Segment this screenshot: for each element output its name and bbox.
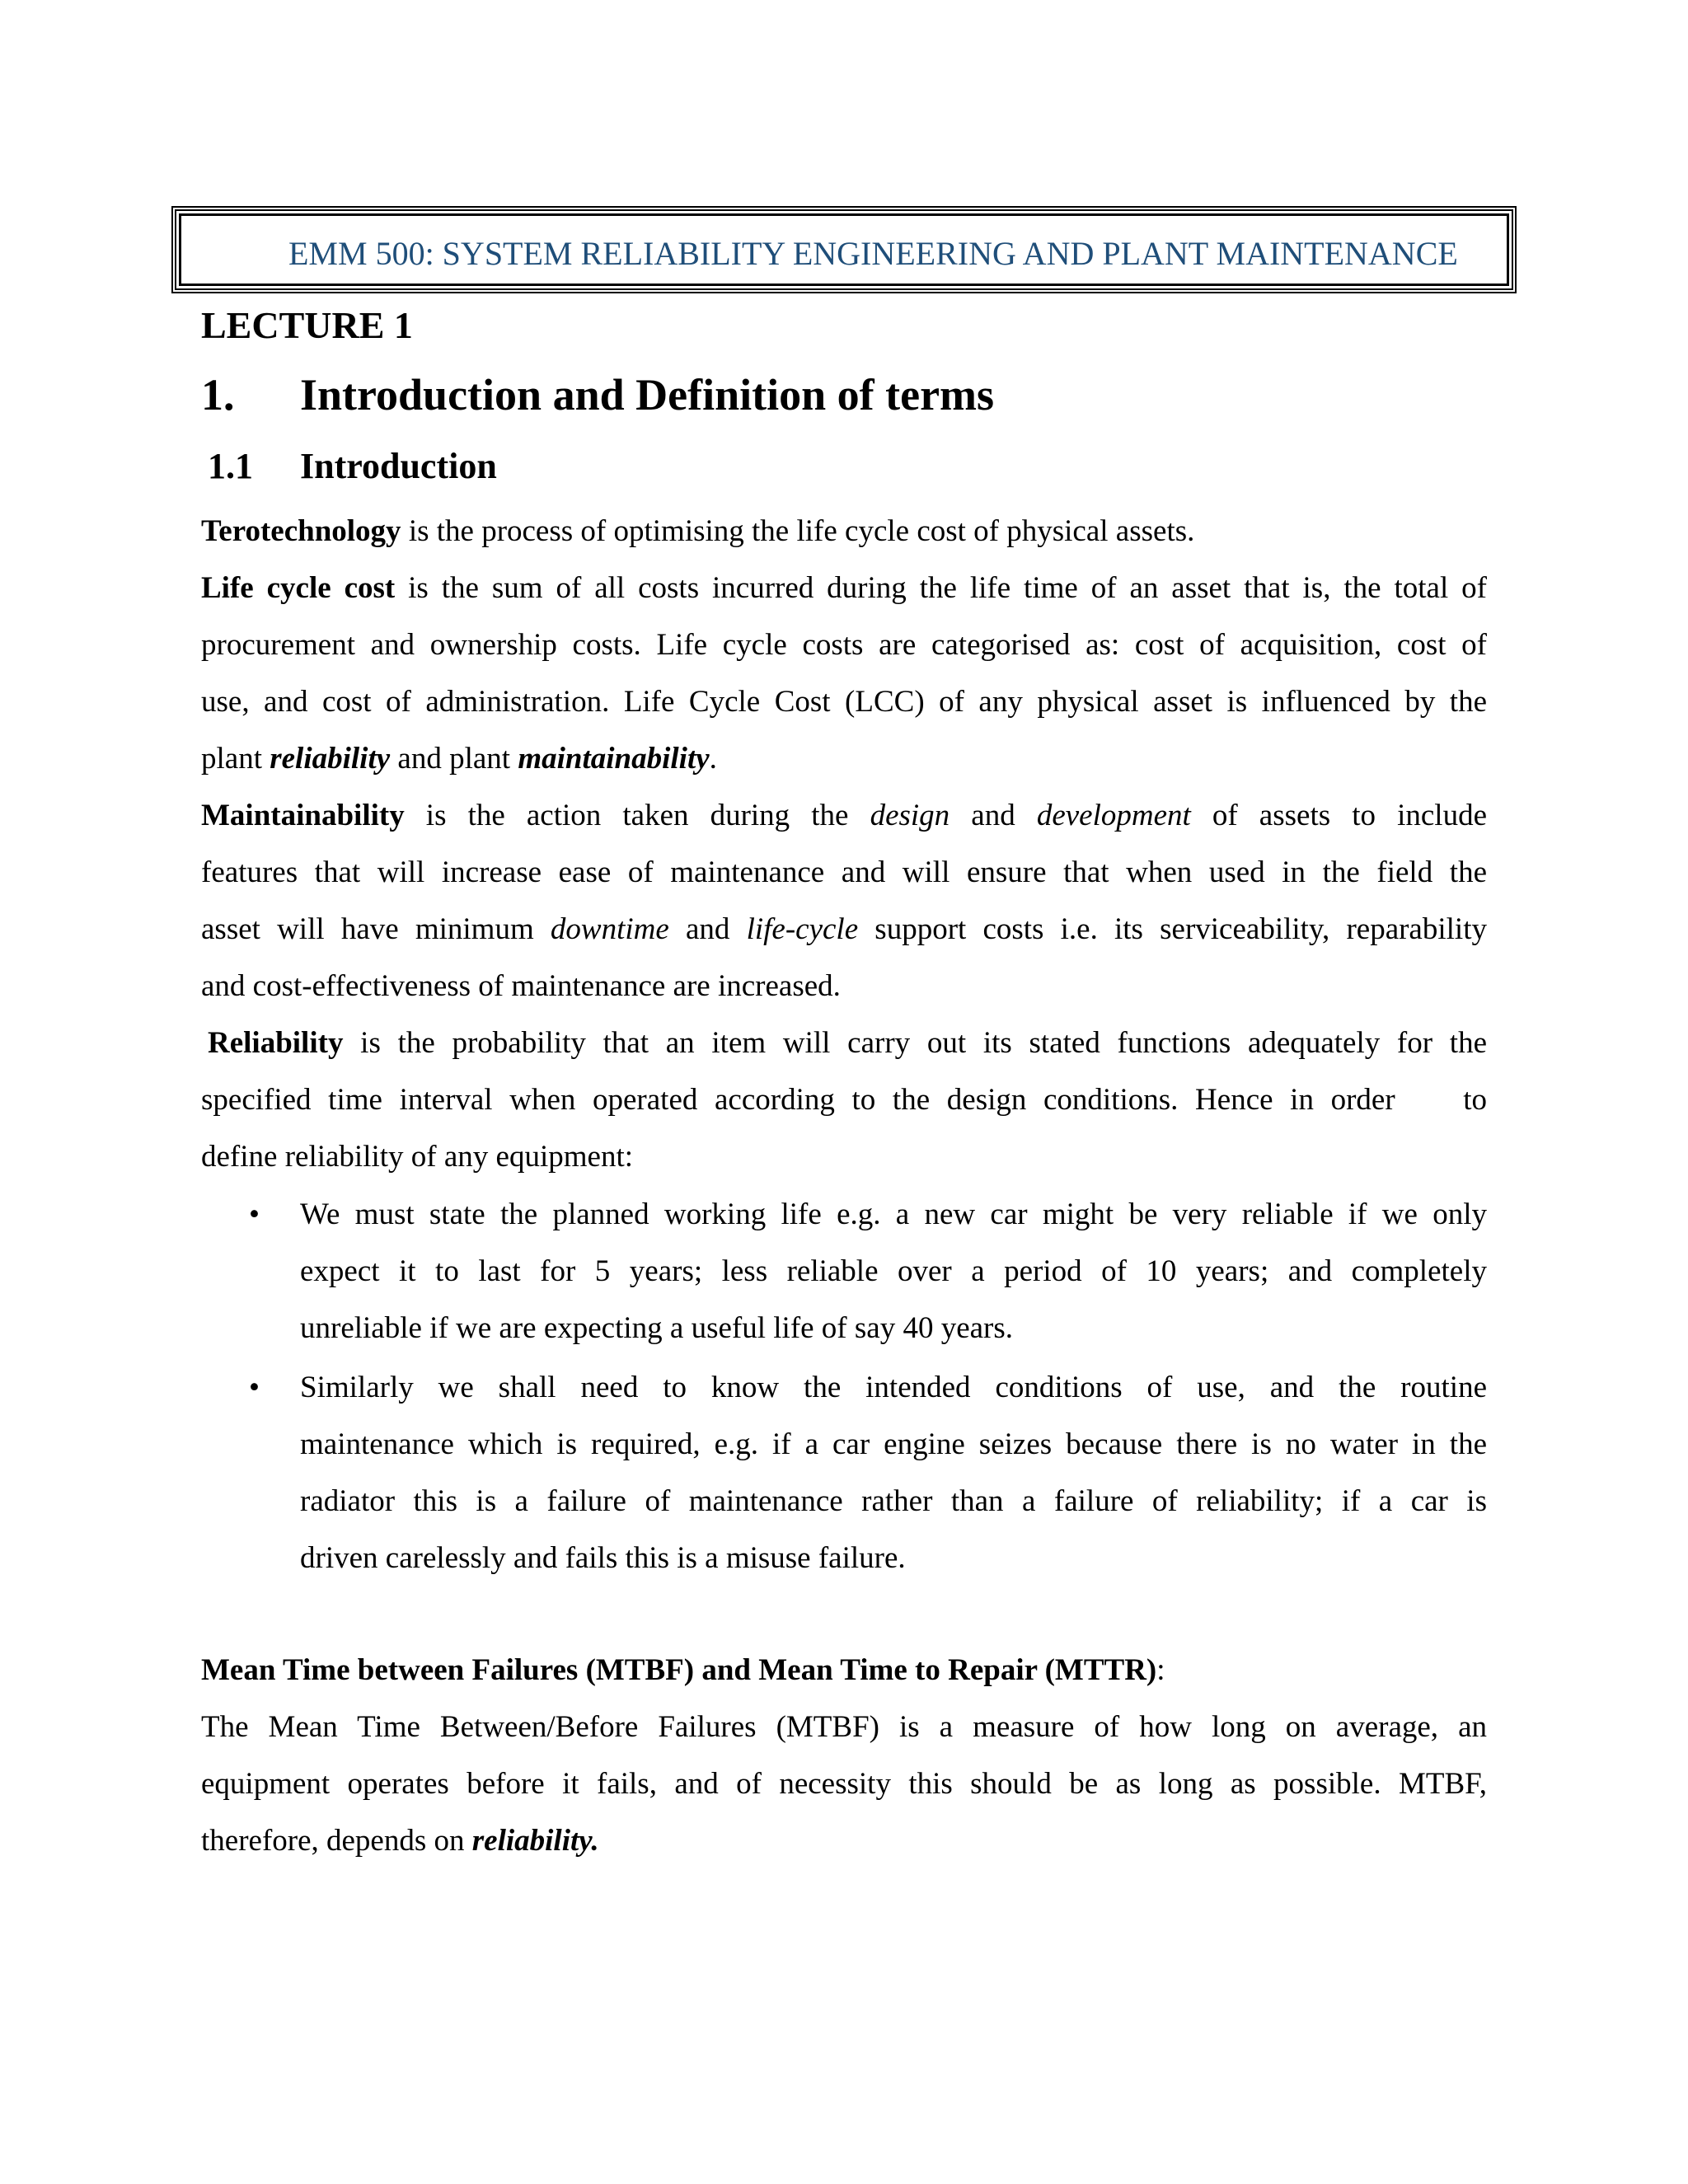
paragraph-line: Life cycle cost is the sum of all costs incurred during the life time of an asset that is, the total of bbox=[201, 571, 1487, 605]
paragraph-line: plant reliability and plant maintainability. bbox=[201, 742, 717, 776]
paragraph-line: procurement and ownership costs. Life cycle costs are categorised as: cost of acquisition, cost of bbox=[201, 628, 1487, 662]
subsection-number: 1.1 bbox=[208, 446, 253, 486]
section-number: 1. bbox=[201, 370, 235, 419]
paragraph-line: The Mean Time Between/Before Failures (MTBF) is a measure of how long on average, an bbox=[201, 1710, 1487, 1744]
paragraph-line: asset will have minimum downtime and life-cycle support costs i.e. its serviceability, reparability bbox=[201, 912, 1487, 946]
maintainability-paragraph bbox=[201, 787, 1487, 1015]
paragraph-line: features that will increase ease of maintenance and will ensure that when used in the field the bbox=[201, 855, 1487, 889]
emphasis-reliability: reliability. bbox=[471, 1824, 599, 1858]
mtbf-paragraph bbox=[201, 1699, 1487, 1869]
paragraph-line: define reliability of any equipment: bbox=[201, 1140, 633, 1174]
paragraph-line: equipment operates before it fails, and of necessity this should be as long as possible. MTBF, bbox=[201, 1767, 1487, 1801]
subsection-heading bbox=[208, 445, 497, 487]
emphasis-reliability: reliability bbox=[270, 742, 391, 776]
section-title: Introduction and Definition of terms bbox=[300, 370, 995, 419]
course-header-box bbox=[171, 206, 1517, 293]
emphasis-maintainability: maintainability bbox=[518, 742, 710, 776]
term-terotechnology: Terotechnology bbox=[201, 514, 401, 548]
paragraph-line: Terotechnology is the process of optimising the life cycle cost of physical assets. bbox=[201, 514, 1195, 548]
paragraph-line: therefore, depends on reliability. bbox=[201, 1824, 599, 1858]
terotechnology-paragraph bbox=[201, 503, 1487, 560]
subsection-title: Introduction bbox=[300, 446, 497, 486]
term-reliability: Reliability bbox=[208, 1026, 344, 1060]
reliability-paragraph bbox=[208, 1015, 1487, 1071]
reliability-paragraph-continued bbox=[201, 1071, 1487, 1185]
term-maintainability: Maintainability bbox=[201, 799, 405, 832]
lecture-label: LECTURE 1 bbox=[201, 304, 413, 346]
course-header-inner-border bbox=[179, 213, 1509, 286]
section-heading bbox=[201, 369, 994, 420]
paragraph-line: specified time interval when operated according to the design conditions. Hence in order to bbox=[201, 1083, 1487, 1117]
bullet-icon: • bbox=[249, 1197, 260, 1231]
paragraph-line: use, and cost of administration. Life Cycle Cost (LCC) of any physical asset is influenced by the bbox=[201, 685, 1487, 719]
term-life-cycle-cost: Life cycle cost bbox=[201, 571, 396, 605]
list-item: • We must state the planned working life e.g. a new car might be very reliable if we only expect it to last for 5 years; less reliable over a period of 10 years; and completely unreliable if we are expecting a useful life of say 40 years. bbox=[201, 1186, 1487, 1357]
paragraph-line: Maintainability is the action taken during the design and development of assets to include bbox=[201, 799, 1487, 832]
reliability-bullet-list bbox=[201, 1186, 1487, 1586]
course-title: EMM 500: SYSTEM RELIABILITY ENGINEERING AND PLANT MAINTENANCE bbox=[288, 235, 1458, 272]
life-cycle-cost-paragraph bbox=[201, 560, 1487, 787]
paragraph-line: Reliability is the probability that an item will carry out its stated functions adequately for the bbox=[208, 1026, 1487, 1060]
paragraph-line: and cost-effectiveness of maintenance are increased. bbox=[201, 969, 841, 1003]
mtbf-heading: Mean Time between Failures (MTBF) and Mean Time to Repair (MTTR): bbox=[201, 1653, 1165, 1687]
list-item: • Similarly we shall need to know the intended conditions of use, and the routine maintenance which is required, e.g. if a car engine seizes because there is no water in the radiator this is a failure of maintenance rather than a failure of reliability; if a car is driven carelessly and fails this is a misuse failure. bbox=[201, 1359, 1487, 1586]
bullet-icon: • bbox=[249, 1371, 260, 1404]
